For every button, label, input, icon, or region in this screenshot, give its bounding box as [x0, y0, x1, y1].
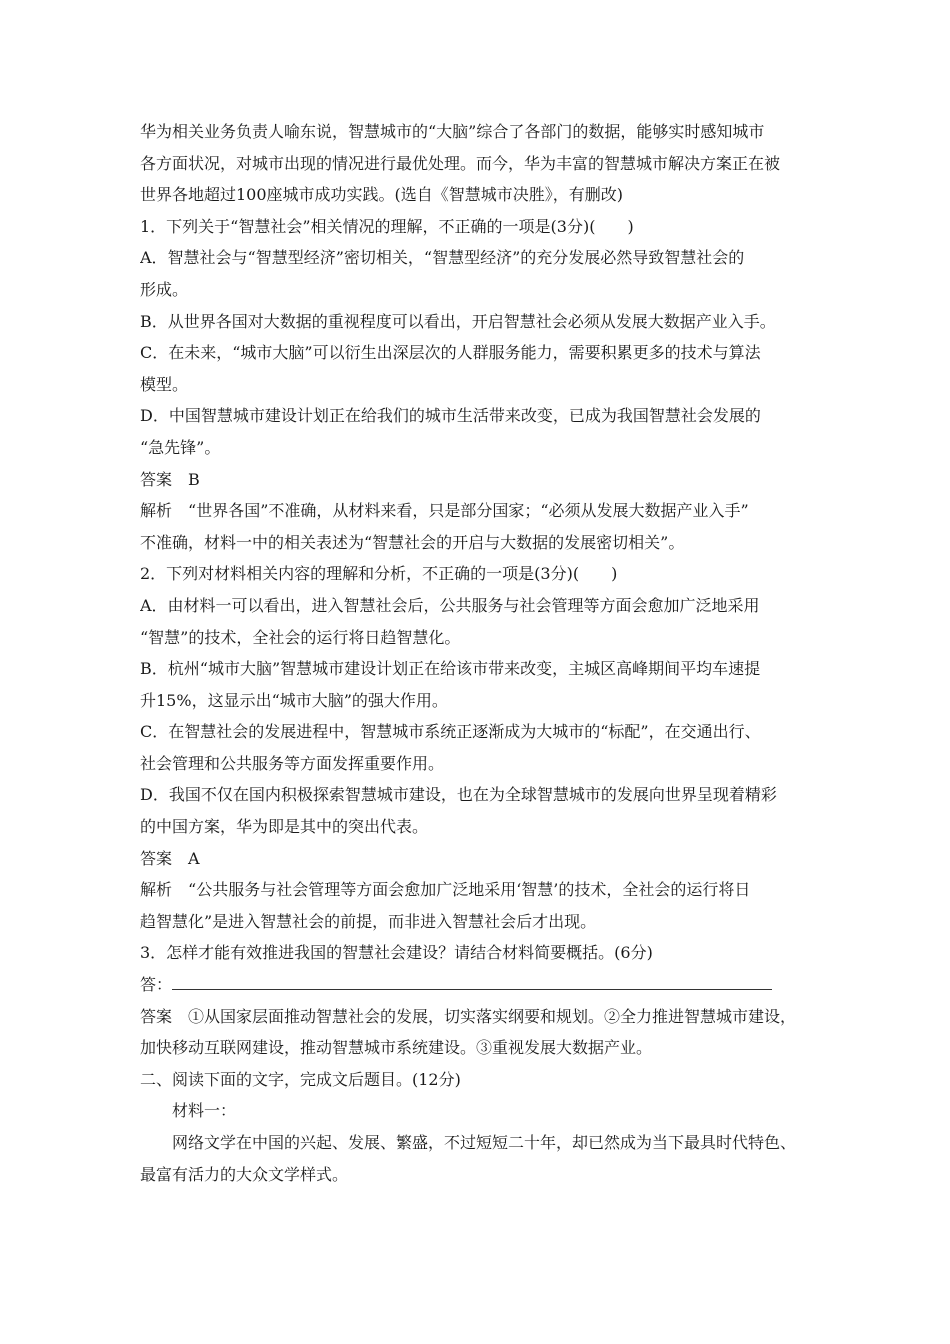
q2-option-a: A．由材料一可以看出，进入智慧社会后，公共服务与社会管理等方面会愈加广泛地采用 — [140, 595, 760, 615]
q3-answer-cont: 加快移动互联网建设，推动智慧城市系统建设。③重视发展大数据产业。 — [140, 1038, 653, 1058]
q1-option-a-cont: 形成。 — [140, 279, 189, 299]
section-2-heading: 二、阅读下面的文字，完成文后题目。(12分) — [140, 1069, 461, 1089]
question-1-stem: 1．下列关于“智慧社会”相关情况的理解，不正确的一项是(3分)( ) — [140, 216, 634, 236]
material-paragraph: 网络文学在中国的兴起、发展、繁盛，不过短短二十年，却已然成为当下最具时代特色、 — [172, 1133, 797, 1152]
intro-line: 各方面状况，对城市出现的情况进行最优处理。而今，华为丰富的智慧城市解决方案正在被 — [140, 153, 781, 173]
document-page — [140, 116, 812, 1190]
analysis-label: 解析 — [140, 880, 173, 900]
q2-option-b-cont: 升15%，这显示出“城市大脑”的强大作用。 — [140, 690, 448, 710]
q2-option-d: D．我国不仅在国内积极探索智慧城市建设，也在为全球智慧城市的发展向世界呈现着精彩 — [140, 785, 777, 805]
answer-label: 答案 — [140, 469, 173, 489]
answer-label: 答案 — [140, 848, 173, 868]
q3-response-line — [140, 969, 812, 1001]
analysis-text: “公共服务与社会管理等方面会愈加广泛地采用‘智慧’的技术，全社会的运行将日 — [188, 880, 751, 900]
analysis-text: “世界各国”不准确，从材料来看，只是部分国家；“必须从发展大数据产业入手” — [188, 501, 749, 521]
q1-option-d: D．中国智慧城市建设计划正在给我们的城市生活带来改变，已成为我国智慧社会发展的 — [140, 406, 761, 426]
question-2-stem: 2．下列对材料相关内容的理解和分析，不正确的一项是(3分)( ) — [140, 564, 618, 584]
response-label: 答： — [140, 975, 173, 995]
q2-analysis — [140, 874, 812, 906]
q2-option-b: B．杭州“城市大脑”智慧城市建设计划正在给该市带来改变，主城区高峰期间平均车速提 — [140, 659, 761, 679]
q1-analysis-cont: 不准确，材料一中的相关表述为“智慧社会的开启与大数据的发展密切相关”。 — [140, 532, 685, 552]
answer-blank-line[interactable] — [172, 971, 772, 990]
q2-option-c: C．在智慧社会的发展进程中，智慧城市系统正逐渐成为大城市的“标配”，在交通出行、 — [140, 722, 761, 742]
answer-text: ①从国家层面推动智慧社会的发展，切实落实纲要和规划。②全力推进智慧城市建设， — [188, 1006, 797, 1026]
q1-analysis — [140, 495, 812, 527]
q2-answer — [140, 843, 812, 875]
q1-option-d-cont: “急先锋”。 — [140, 437, 221, 457]
intro-line: 世界各地超过100座城市成功实践。(选自《智慧城市决胜》，有删改) — [140, 185, 624, 205]
intro-line: 华为相关业务负责人喻东说，智慧城市的“大脑”综合了各部门的数据，能够实时感知城市 — [140, 122, 765, 141]
answer-value: B — [188, 469, 200, 489]
q1-option-c-cont: 模型。 — [140, 374, 189, 394]
q2-option-c-cont: 社会管理和公共服务等方面发挥重要作用。 — [140, 753, 445, 773]
q1-option-c: C．在未来，“城市大脑”可以衍生出深层次的人群服务能力，需要积累更多的技术与算法 — [140, 343, 761, 363]
q1-option-b: B．从世界各国对大数据的重视程度可以看出，开启智慧社会必须从发展大数据产业入手。 — [140, 311, 776, 331]
material-label: 材料一： — [172, 1101, 237, 1121]
q1-answer — [140, 464, 812, 496]
analysis-label: 解析 — [140, 501, 173, 521]
q3-answer — [140, 1001, 812, 1033]
answer-value: A — [188, 848, 200, 868]
answer-label: 答案 — [140, 1006, 173, 1026]
question-3-stem: 3．怎样才能有效推进我国的智慧社会建设？请结合材料简要概括。(6分) — [140, 943, 653, 963]
q1-option-a: A．智慧社会与“智慧型经济”密切相关，“智慧型经济”的充分发展必然导致智慧社会的 — [140, 248, 745, 268]
q2-option-d-cont: 的中国方案，华为即是其中的突出代表。 — [140, 817, 429, 837]
material-paragraph-cont: 最富有活力的大众文学样式。 — [140, 1164, 349, 1184]
q2-option-a-cont: “智慧”的技术，全社会的运行将日趋智慧化。 — [140, 627, 461, 647]
q2-analysis-cont: 趋智慧化”是进入智慧社会的前提，而非进入智慧社会后才出现。 — [140, 911, 597, 931]
